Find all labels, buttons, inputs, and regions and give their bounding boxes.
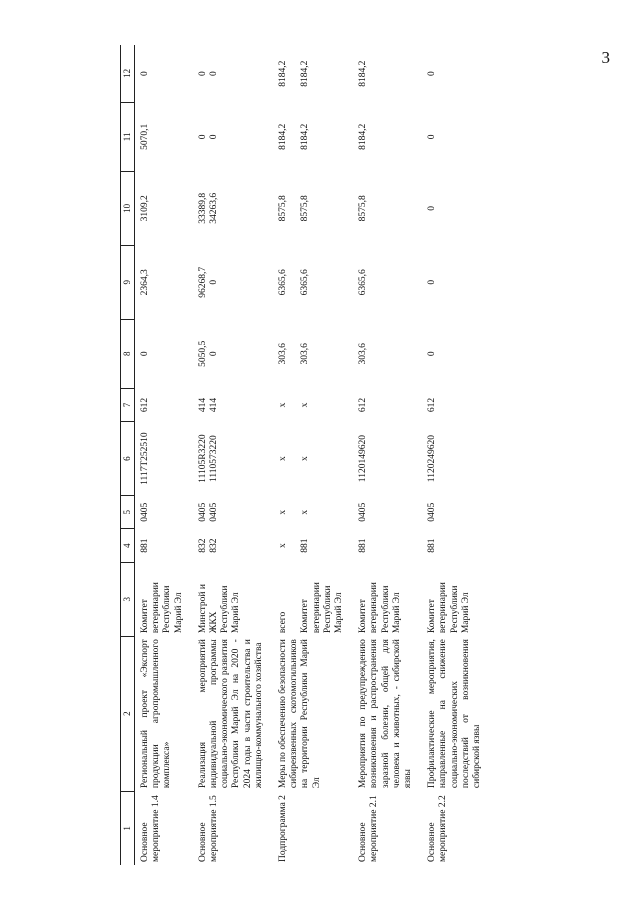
year-2024-cell: 8184,2 xyxy=(358,60,369,87)
year-2021-cell: 0 xyxy=(427,279,438,285)
table-row xyxy=(135,45,193,865)
csr-cell: 1120249620 xyxy=(427,435,438,483)
executor-cell: Комитет ветеринарии Республики Марий Эл xyxy=(140,582,184,634)
header-cell: 7 xyxy=(121,388,135,421)
grbs-cell: 881 xyxy=(358,538,369,553)
year-2024-cell: 0 0 xyxy=(197,71,220,77)
rzpr-cell: х х xyxy=(278,509,311,515)
header-cell: 1 xyxy=(121,791,135,865)
year-2024-cell: 0 xyxy=(427,71,438,77)
budget-table xyxy=(120,45,491,865)
csr-cell: 1120149620 xyxy=(358,435,369,483)
table-body xyxy=(135,45,492,865)
header-cell: 8 xyxy=(121,319,135,388)
year-2020-cell: 303,6 303,6 xyxy=(278,343,311,365)
table-row xyxy=(353,45,422,865)
header-cell: 9 xyxy=(121,245,135,319)
year-2023-cell: 8184,2 8184,2 xyxy=(278,123,311,150)
event-number-cell: Основное мероприятие 2.2 xyxy=(427,795,449,862)
event-name-cell: Реализация мероприятий индивидуальной программы социально-экономического развития Республики Марий Эл на 2020 - 2024 годы в части строительства и жилищно-коммунального хозяйства xyxy=(197,639,264,789)
csr-cell: х х xyxy=(278,456,311,461)
table-row xyxy=(193,45,273,865)
executor-cell: Комитет ветеринарии Республики Марий Эл xyxy=(358,582,402,634)
year-2023-cell: 0 xyxy=(427,134,438,140)
header-cell: 4 xyxy=(121,529,135,562)
header-cell: 2 xyxy=(121,636,135,791)
vr-cell: 612 xyxy=(358,397,369,413)
rzpr-cell: 0405 xyxy=(358,502,369,522)
csr-cell: 11105R3220 1110573220 xyxy=(197,434,220,483)
year-2023-cell: 0 0 xyxy=(197,134,220,140)
vr-cell: х х xyxy=(278,402,311,408)
year-2021-cell: 6365,6 6365,6 xyxy=(278,269,311,296)
year-2022-cell: 8575,8 xyxy=(358,195,369,222)
header-cell: 6 xyxy=(121,422,135,496)
table-row xyxy=(273,45,353,865)
vr-cell: 414 414 xyxy=(197,397,220,413)
vr-cell: 612 xyxy=(427,397,438,413)
year-2020-cell: 0 xyxy=(427,351,438,357)
year-2024-cell: 8184,2 8184,2 xyxy=(278,60,311,87)
event-name-cell: Меры по обеспечению безопасности сибиреязвенных скотомогильников на территории Республики Марий Эл xyxy=(278,639,322,789)
event-name-cell: Мероприятия по предупреждению возникновения и распространения заразной болезни, общей для человека и животных, - сибирской язвы xyxy=(358,639,414,789)
year-2023-cell: 8184,2 xyxy=(358,123,369,150)
year-2022-cell: 33389,8 34263,6 xyxy=(197,192,220,224)
table-header-row xyxy=(121,45,135,865)
year-2022-cell: 3109,2 xyxy=(140,195,150,222)
year-2021-cell: 2364,3 xyxy=(140,269,150,296)
event-number-cell: Основное мероприятие 2.1 xyxy=(358,795,380,862)
rotated-table-container xyxy=(120,45,510,865)
grbs-cell: х 881 xyxy=(278,538,311,553)
header-cell: 12 xyxy=(121,45,135,102)
executor-cell: Минстрой и ЖКХ Республики Марий Эл xyxy=(197,584,242,634)
header-cell: 3 xyxy=(121,562,135,636)
year-2021-cell: 6365,6 xyxy=(358,269,369,296)
year-2022-cell: 8575,8 8575,8 xyxy=(278,195,311,222)
event-number-cell: Основное мероприятие 1.4 xyxy=(140,795,162,862)
header-cell: 10 xyxy=(121,171,135,245)
year-2024-cell: 0 xyxy=(140,71,150,77)
grbs-cell: 881 xyxy=(427,538,438,553)
event-name-cell: Профилактические мероприятия, направленные на снижение социально-экономических последствий от возникновения сибирской язвы xyxy=(427,639,483,789)
rzpr-cell: 0405 0405 xyxy=(197,502,220,522)
event-number-cell: Основное мероприятие 1.5 xyxy=(197,795,220,862)
event-number-cell: Подпрограмма 2 xyxy=(278,795,289,862)
rzpr-cell: 0405 xyxy=(140,502,150,522)
year-2021-cell: 96268,7 0 xyxy=(197,266,220,298)
vr-cell: 612 xyxy=(140,397,150,413)
grbs-cell: 832 832 xyxy=(197,538,220,553)
table-row xyxy=(422,45,491,865)
year-2020-cell: 5050,5 0 xyxy=(197,340,220,367)
year-2020-cell: 0 xyxy=(140,351,150,357)
csr-cell: 1117Т252510 xyxy=(140,432,150,485)
header-cell: 5 xyxy=(121,496,135,529)
executor-cell: Комитет ветеринарии Республики Марий Эл xyxy=(427,582,471,634)
header-cell: 11 xyxy=(121,102,135,171)
year-2022-cell: 0 xyxy=(427,205,438,211)
page-number: 3 xyxy=(601,48,610,67)
year-2020-cell: 303,6 xyxy=(358,343,369,365)
grbs-cell: 881 xyxy=(140,538,150,553)
year-2023-cell: 5070,1 xyxy=(140,123,150,150)
executor-cell: всего Комитет ветеринарии Республики Марий Эл xyxy=(278,582,345,634)
event-name-cell: Региональный проект «Экспорт продукции агропромышленного комплекса» xyxy=(140,639,173,789)
rzpr-cell: 0405 xyxy=(427,502,438,522)
